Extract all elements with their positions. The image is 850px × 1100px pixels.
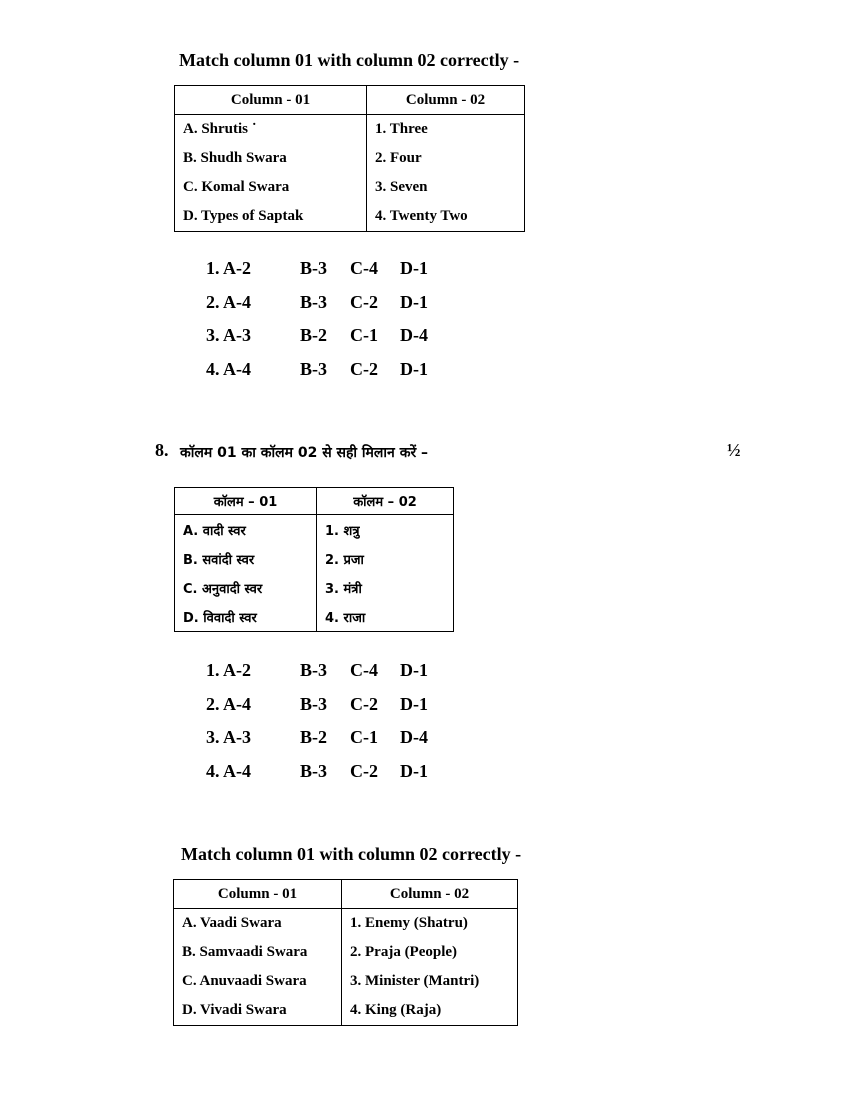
option-row: [206, 325, 466, 359]
option-row: [206, 694, 466, 728]
answer-options: [206, 258, 466, 392]
column1-cell: A. Shrutis ˙: [175, 115, 367, 145]
option-a: 1. A-2: [206, 660, 251, 680]
section-heading: Match column 01 with column 02 correctly -: [179, 50, 520, 70]
match-table: [174, 487, 454, 632]
option-b: B-3: [300, 693, 327, 714]
table-row: [175, 173, 525, 202]
option-row: [206, 359, 466, 393]
option-b: B-3: [300, 660, 327, 680]
option-c: C-1: [350, 727, 378, 747]
question-number: 8.: [155, 440, 169, 460]
column1-cell: C. Komal Swara: [175, 173, 367, 202]
option-b: B-3: [300, 358, 327, 379]
column-header-1: Column - 01: [174, 880, 342, 909]
option-row: [206, 727, 466, 761]
table-row: [174, 938, 518, 967]
option-a: 3. A-3: [206, 325, 251, 345]
column-header-2: Column - 02: [342, 880, 518, 909]
column1-cell: B. सवांदी स्वर: [175, 544, 317, 573]
marks-label: ½: [727, 440, 741, 460]
option-b: B-3: [300, 760, 327, 781]
table-row: [175, 115, 525, 145]
section-heading: कॉलम 01 का कॉलम 02 से सही मिलान करें –: [180, 445, 429, 461]
table-row: [175, 515, 454, 545]
option-c: C-1: [350, 325, 378, 345]
table-row: [175, 144, 525, 173]
column2-cell: 2. प्रजा: [317, 544, 454, 573]
column1-cell: C. Anuvaadi Swara: [174, 967, 342, 996]
column2-cell: 1. Enemy (Shatru): [342, 909, 518, 939]
table-row: [175, 202, 525, 232]
option-b: B-2: [300, 727, 327, 747]
table-row: [174, 909, 518, 939]
option-c: C-2: [350, 760, 378, 781]
answer-options: [206, 660, 466, 794]
column2-cell: 4. राजा: [317, 602, 454, 632]
option-d: D-1: [400, 358, 428, 379]
column1-cell: A. वादी स्वर: [175, 515, 317, 545]
column1-cell: A. Vaadi Swara: [174, 909, 342, 939]
column-header-1: Column - 01: [175, 86, 367, 115]
option-a: 2. A-4: [206, 291, 251, 312]
column2-cell: 3. Seven: [367, 173, 525, 202]
option-d: D-1: [400, 693, 428, 714]
section-heading: Match column 01 with column 02 correctly -: [181, 844, 522, 864]
column2-cell: 3. Minister (Mantri): [342, 967, 518, 996]
option-c: C-2: [350, 291, 378, 312]
option-b: B-3: [300, 291, 327, 312]
column2-cell: 4. Twenty Two: [367, 202, 525, 232]
option-row: [206, 660, 466, 694]
option-d: D-4: [400, 325, 428, 345]
table-row: [174, 996, 518, 1026]
option-a: 2. A-4: [206, 693, 251, 714]
column2-cell: 2. Four: [367, 144, 525, 173]
table-row: [175, 544, 454, 573]
table-row: [174, 967, 518, 996]
column2-cell: 4. King (Raja): [342, 996, 518, 1026]
column1-cell: B. Shudh Swara: [175, 144, 367, 173]
match-table: [173, 879, 518, 1026]
option-a: 4. A-4: [206, 760, 251, 781]
column2-cell: 1. Three: [367, 115, 525, 145]
column1-cell: D. विवादी स्वर: [175, 602, 317, 632]
option-c: C-4: [350, 660, 378, 680]
match-table: [174, 85, 525, 232]
column1-cell: D. Types of Saptak: [175, 202, 367, 232]
column-header-2: Column - 02: [367, 86, 525, 115]
column-header-2: कॉलम – 02: [317, 488, 454, 515]
column1-cell: D. Vivadi Swara: [174, 996, 342, 1026]
column1-cell: B. Samvaadi Swara: [174, 938, 342, 967]
option-a: 1. A-2: [206, 258, 251, 278]
option-c: C-2: [350, 693, 378, 714]
column2-cell: 2. Praja (People): [342, 938, 518, 967]
column1-cell: C. अनुवादी स्वर: [175, 573, 317, 602]
option-a: 4. A-4: [206, 358, 251, 379]
column2-cell: 3. मंत्री: [317, 573, 454, 602]
option-row: [206, 292, 466, 326]
column-header-1: कॉलम – 01: [175, 488, 317, 515]
option-c: C-4: [350, 258, 378, 278]
option-row: [206, 761, 466, 795]
option-d: D-4: [400, 727, 428, 747]
option-b: B-2: [300, 325, 327, 345]
option-d: D-1: [400, 760, 428, 781]
table-row: [175, 602, 454, 632]
column2-cell: 1. शत्रु: [317, 515, 454, 545]
option-c: C-2: [350, 358, 378, 379]
option-d: D-1: [400, 291, 428, 312]
option-d: D-1: [400, 258, 428, 278]
option-row: [206, 258, 466, 292]
table-row: [175, 573, 454, 602]
option-a: 3. A-3: [206, 727, 251, 747]
option-b: B-3: [300, 258, 327, 278]
option-d: D-1: [400, 660, 428, 680]
